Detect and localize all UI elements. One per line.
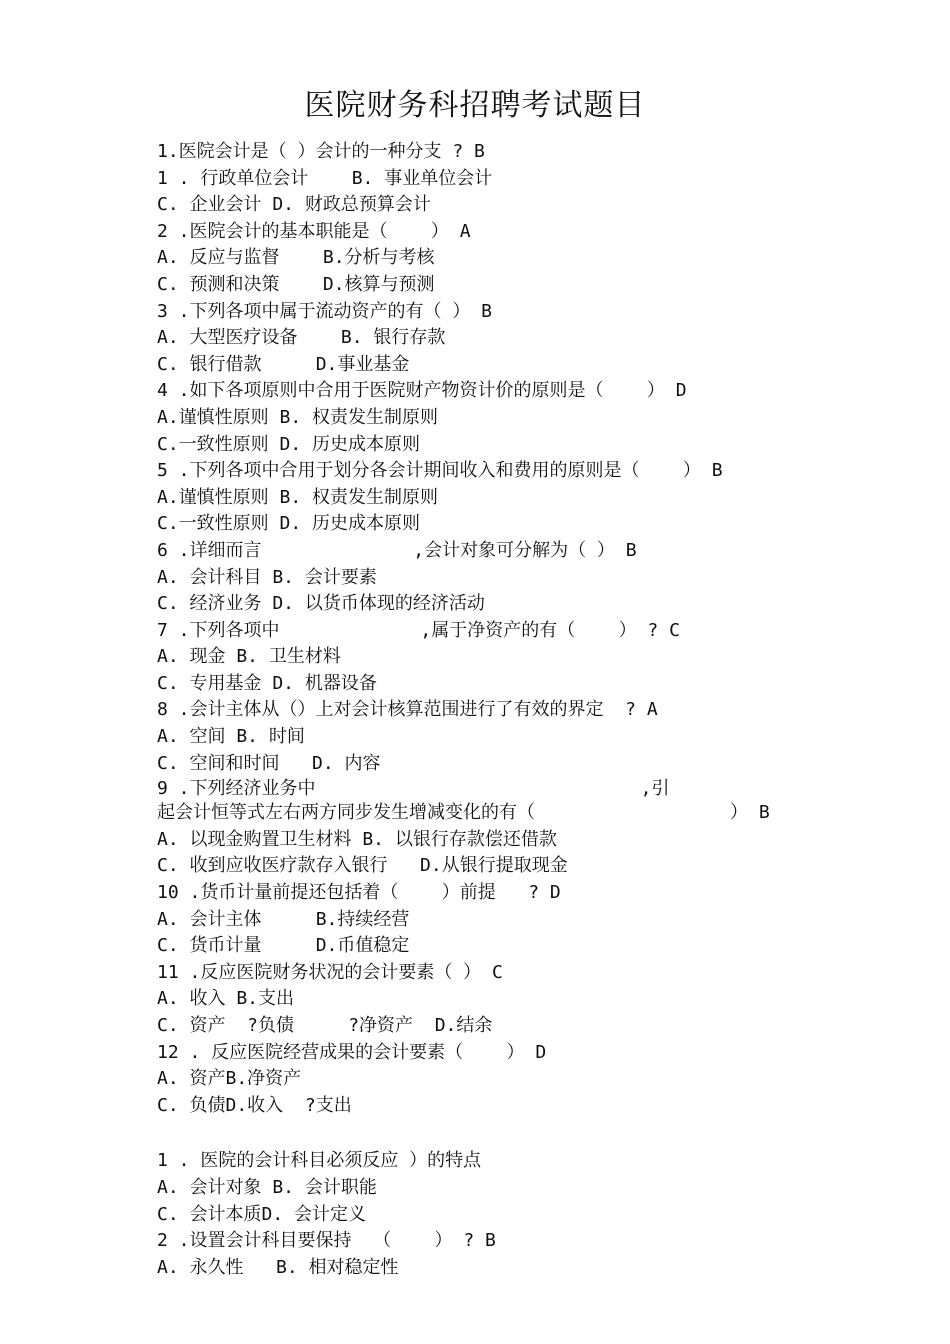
- text-line: 12 . 反应医院经营成果的会计要素（ ） D: [157, 1041, 547, 1063]
- text-line: 7 .下列各项中 ,属于净资产的有（ ） ? C: [157, 619, 680, 641]
- text-line: C. 负债D.收入 ?支出: [157, 1094, 352, 1116]
- text-line: 1 . 医院的会计科目必须反应 ）的特点: [157, 1150, 482, 1172]
- text-line: 10 .货币计量前提还包括着（ ）前提 ? D: [157, 882, 561, 904]
- text-line: 11 .反应医院财务状况的会计要素（ ） C: [157, 961, 503, 983]
- text-line: 1.医院会计是（ ）会计的一种分支 ? B: [157, 141, 485, 162]
- text-line: C.一致性原则 D. 历史成本原则: [157, 433, 421, 455]
- text-line: 1 . 行政单位会计 B. 事业单位会计: [157, 167, 493, 189]
- text-line: C. 会计本质D. 会计定义: [157, 1203, 367, 1225]
- text-line: C. 银行借款 D.事业基金: [157, 353, 410, 375]
- text-line: A. 收入 B.支出: [157, 988, 295, 1010]
- text-line: C. 货币计量 D.币值稳定: [157, 935, 410, 957]
- text-line: A. 会计主体 B.持续经营: [157, 908, 410, 930]
- text-line: 6 .详细而言 ,会计对象可分解为（ ） B: [157, 539, 637, 561]
- document-body: [157, 139, 807, 1281]
- text-line: A.谨慎性原则 B. 权责发生制原则: [157, 486, 439, 508]
- text-line: 4 .如下各项原则中合用于医院财产物资计价的原则是（ ） D: [157, 380, 687, 402]
- text-line: A. 以现金购置卫生材料 B. 以银行存款偿还借款: [157, 828, 557, 850]
- text-line: 3 .下列各项中属于流动资产的有（ ） B: [157, 300, 493, 322]
- text-line: 9 .下列经济业务中 ,引: [157, 778, 670, 800]
- text-line: A. 空间 B. 时间: [157, 726, 305, 748]
- text-line: A. 会计对象 B. 会计职能: [157, 1176, 377, 1198]
- text-line: 5 .下列各项中合用于划分各会计期间收入和费用的原则是（ ） B: [157, 460, 723, 482]
- text-line: 2 .设置会计科目要保持 （ ） ? B: [157, 1230, 496, 1252]
- text-line: A.谨慎性原则 B. 权责发生制原则: [157, 406, 439, 428]
- text-line: C. 资产 ?负债 ?净资产 D.结余: [157, 1015, 493, 1036]
- text-line: C. 专用基金 D. 机器设备: [157, 672, 377, 694]
- text-line: C. 经济业务 D. 以货币体现的经济活动: [157, 593, 485, 615]
- text-line: C.一致性原则 D. 历史成本原则: [157, 513, 421, 535]
- text-line: C. 预测和决策 D.核算与预测: [157, 273, 435, 295]
- text-line: 起会计恒等式左右两方同步发生增减变化的有（ ） B: [157, 802, 770, 824]
- blank-line: [157, 1119, 807, 1148]
- document-title: 医院财务科招聘考试题目: [304, 88, 646, 123]
- text-line: A. 反应与监督 B.分析与考核: [157, 247, 435, 269]
- text-line: A. 现金 B. 卫生材料: [157, 646, 341, 668]
- text-line: A. 永久性 B. 相对稳定性: [157, 1256, 399, 1278]
- text-line: A. 会计科目 B. 会计要素: [157, 566, 377, 588]
- text-line: A. 资产B.净资产: [157, 1068, 302, 1090]
- text-line: 2 .医院会计的基本职能是（ ） A: [157, 220, 471, 242]
- text-line: C. 企业会计 D. 财政总预算会计: [157, 194, 431, 216]
- text-line: C. 收到应收医疗款存入银行 D.从银行提取现金: [157, 855, 568, 877]
- text-line: C. 空间和时间 D. 内容: [157, 752, 381, 774]
- text-line: A. 大型医疗设备 B. 银行存款: [157, 327, 446, 349]
- text-line: 8 .会计主体从（）上对会计核算范围进行了有效的界定 ? A: [157, 699, 658, 721]
